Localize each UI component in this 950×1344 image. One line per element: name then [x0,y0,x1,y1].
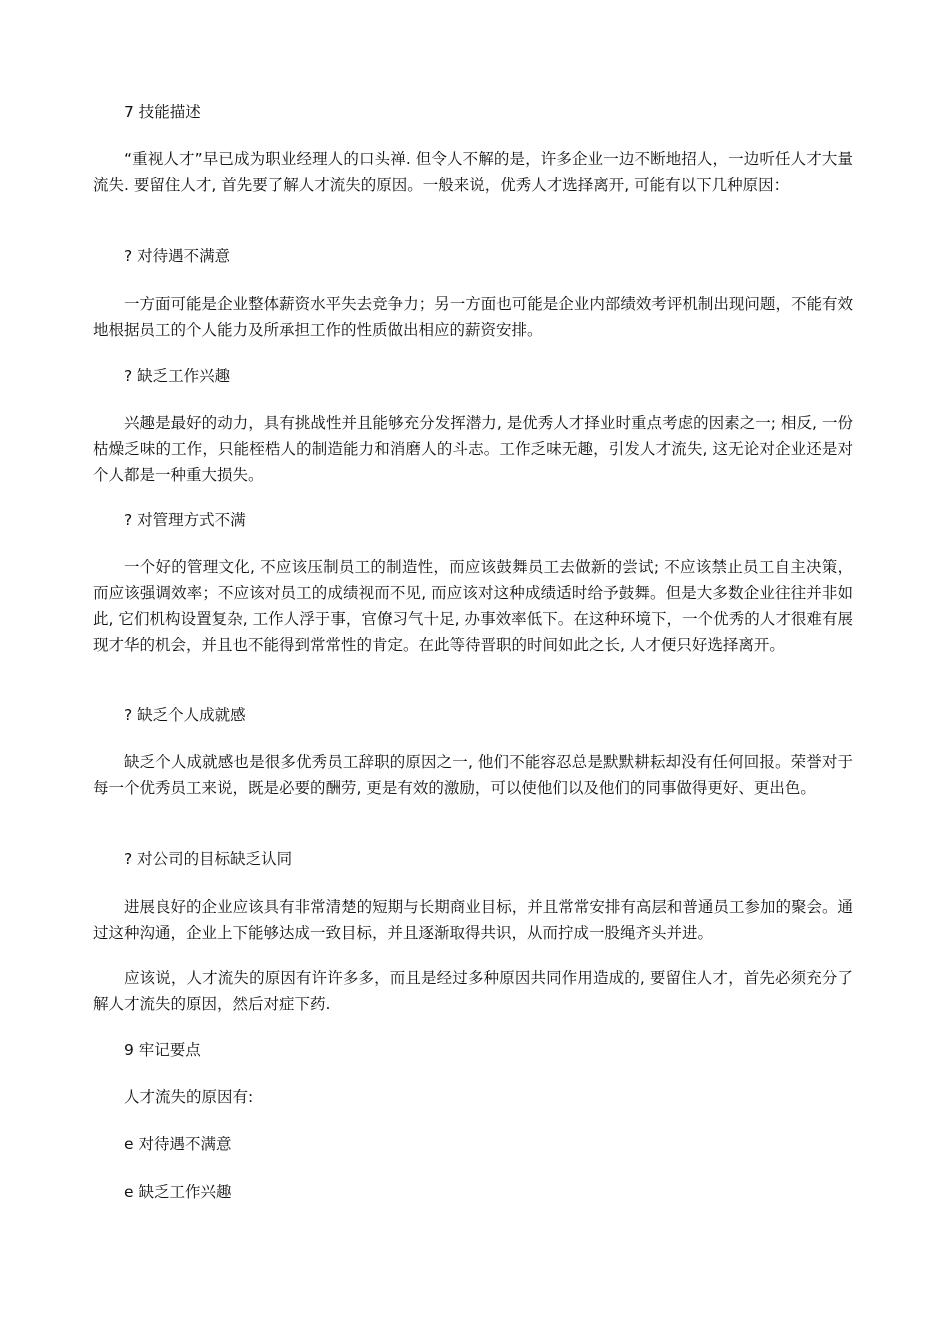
bullet-lack-interest: ? 缺乏工作兴趣 [124,367,231,385]
section-heading-skill-description: 7 技能描述 [124,103,201,121]
key-point-pay: e 对待遇不满意 [124,1135,232,1153]
paragraph-achievement: 缺乏个人成就感也是很多优秀员工辞职的原因之一, 他们不能容忍总是默默耕耘却没有任何回报。荣誉对于每一个优秀员工来说，既是必要的酬劳, 更是有效的激励，可以使他们以及他们的同事做得更好、更出色。 [93,753,853,797]
bullet-dissatisfied-pay: ? 对待遇不满意 [124,247,231,265]
paragraph-intro: “重视人才”早已成为职业经理人的口头禅. 但令人不解的是，许多企业一边不断地招人，一边听任人才大量流失. 要留住人才, 首先要了解人才流失的原因。一般来说，优秀人才选择离开, 可能有以下几种原因： [93,150,853,194]
section-heading-key-points: 9 牢记要点 [124,1041,201,1059]
bullet-management: ? 对管理方式不满 [124,511,246,529]
paragraph-company-goals: 进展良好的企业应该具有非常清楚的短期与长期商业目标，并且常常安排有高层和普通员工参加的聚会。通过这种沟通，企业上下能够达成一致目标，并且逐渐取得共识，从而拧成一股绳齐头并进。 [93,898,853,942]
key-point-interest: e 缺乏工作兴趣 [124,1183,232,1201]
bullet-company-goals: ? 对公司的目标缺乏认同 [124,850,293,868]
key-points-intro: 人才流失的原因有: [124,1088,254,1106]
bullet-achievement: ? 缺乏个人成就感 [124,706,246,724]
paragraph-conclusion: 应该说，人才流失的原因有许许多多，而且是经过多种原因共同作用造成的, 要留住人才，首先必须充分了解人才流失的原因，然后对症下药. [93,969,853,1013]
paragraph-interest: 兴趣是最好的动力，具有挑战性并且能够充分发挥潜力, 是优秀人才择业时重点考虑的因素之一; 相反, 一份枯燥乏味的工作，只能桎梏人的制造能力和消磨人的斗志。工作乏味无趣，引发人才流失, 这无论对企业还是对个人都是一种重大损失。 [93,414,853,484]
paragraph-pay: 一方面可能是企业整体薪资水平失去竞争力；另一方面也可能是企业内部绩效考评机制出现问题，不能有效地根据员工的个人能力及所承担工作的性质做出相应的薪资安排。 [93,295,853,339]
paragraph-management: 一个好的管理文化, 不应该压制员工的制造性，而应该鼓舞员工去做新的尝试; 不应该禁止员工自主决策，而应该强调效率；不应该对员工的成绩视而不见, 而应该对这种成绩适时给予鼓舞。但是大多数企业往往并非如此, 它们机构设置复杂, 工作人浮于事，官僚习气十足, 办事效率低下。在这种环境下，一个优秀的人才很难有展现才华的机会，并且也不能得到常常性的肯定。在此等待晋职的时间如此之长, 人才便只好选择离开。 [93,558,853,654]
